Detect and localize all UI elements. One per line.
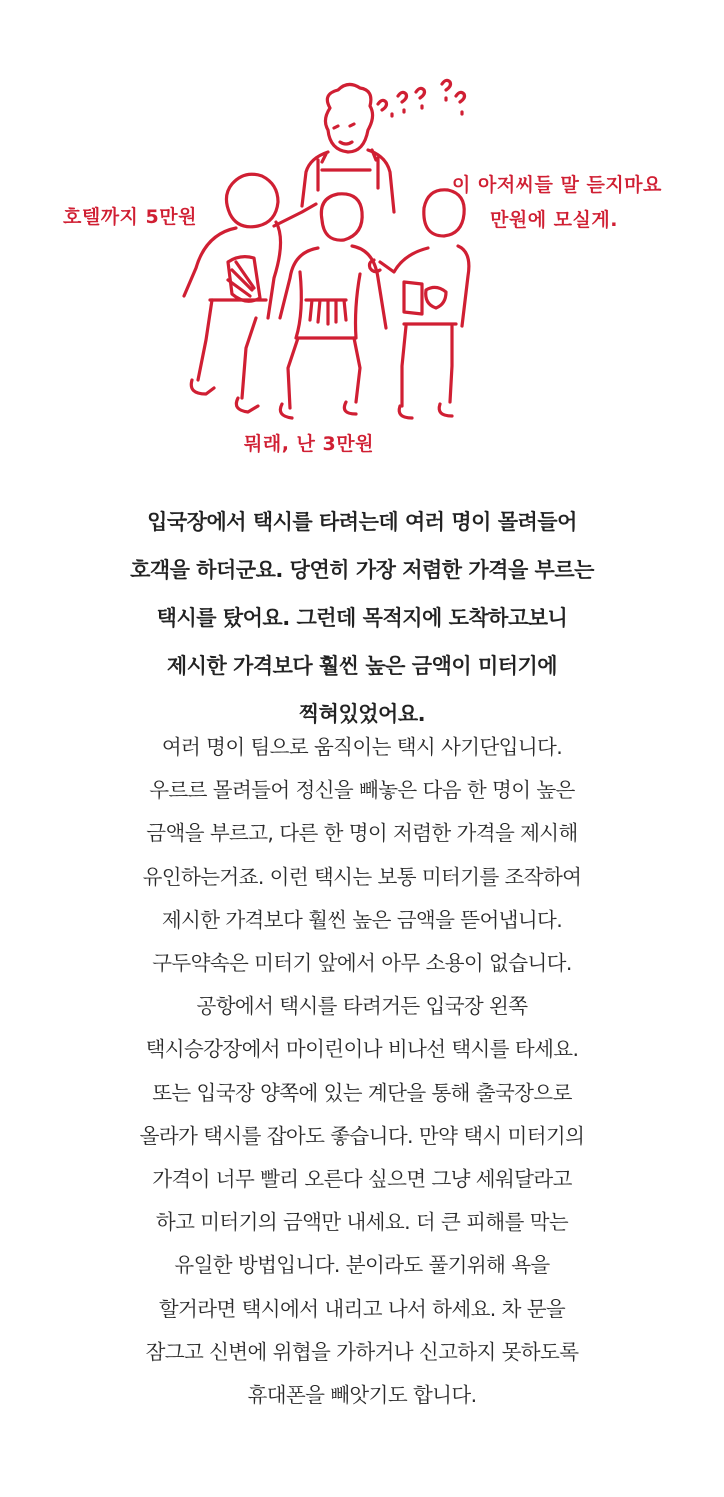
taxi-scam-illustration bbox=[0, 0, 724, 480]
confused-man-figure bbox=[302, 80, 465, 212]
body-line: 택시승강장에서 마이린이나 비나선 택시를 타세요. bbox=[145, 1037, 579, 1062]
left-driver-figure bbox=[184, 174, 316, 412]
lead-line: 택시를 탔어요. 그런데 목적지에 도착하고보니 bbox=[156, 606, 568, 630]
body-paragraph bbox=[0, 726, 724, 1417]
body-line: 휴대폰을 빼앗기도 합니다. bbox=[247, 1383, 477, 1408]
body-line: 유인하는거죠. 이런 택시는 보통 미터기를 조작하여 bbox=[142, 864, 582, 889]
right-driver-figure bbox=[370, 190, 469, 418]
lead-line: 제시한 가격보다 훨씬 높은 금액이 미터기에 bbox=[166, 654, 558, 678]
lead-line: 입국장에서 택시를 타려는데 여러 명이 몰려들어 bbox=[147, 510, 577, 534]
body-line: 구두약속은 미터기 앞에서 아무 소용이 없습니다. bbox=[152, 951, 572, 976]
illustration-label-bottom: 뭐래, 난 3만원 bbox=[244, 433, 374, 455]
body-line: 금액을 부르고, 다른 한 명이 저렴한 가격을 제시해 bbox=[146, 821, 578, 846]
body-line: 우르르 몰려들어 정신을 빼놓은 다음 한 명이 높은 bbox=[149, 778, 575, 803]
body-line: 제시한 가격보다 훨씬 높은 금액을 뜯어냅니다. bbox=[161, 907, 563, 932]
lead-line: 찍혀있었어요. bbox=[298, 702, 426, 726]
body-line: 잠그고 신변에 위협을 가하거나 신고하지 못하도록 bbox=[145, 1339, 579, 1364]
lead-line: 호객을 하더군요. 당연히 가장 저렴한 가격을 부르는 bbox=[130, 558, 594, 582]
body-line: 가격이 너무 빨리 오른다 싶으면 그냥 세워달라고 bbox=[152, 1167, 572, 1192]
body-line: 여러 명이 팀으로 움직이는 택시 사기단입니다. bbox=[161, 735, 563, 759]
body-line: 유일한 방법입니다. 분이라도 풀기위해 욕을 bbox=[174, 1253, 550, 1278]
body-line: 하고 미터기의 금액만 내세요. 더 큰 피해를 막는 bbox=[155, 1210, 569, 1235]
illustration-label-left: 호텔까지 5만원 bbox=[63, 206, 197, 228]
people-drawing bbox=[0, 0, 724, 480]
body-line: 또는 입국장 양쪽에 있는 계단을 통해 출국장으로 bbox=[152, 1080, 572, 1105]
middle-driver-figure bbox=[280, 194, 386, 418]
body-line: 공항에서 택시를 타려거든 입국장 왼쪽 bbox=[196, 994, 528, 1019]
illustration-label-right-line2: 만원에 모실게. bbox=[490, 209, 618, 231]
illustration-label-right-line1: 이 아저씨들 말 듣지마요 bbox=[452, 174, 662, 196]
body-line: 올라가 택시를 잡아도 좋습니다. 만약 택시 미터기의 bbox=[139, 1123, 585, 1148]
lead-paragraph bbox=[0, 498, 724, 738]
body-line: 할거라면 택시에서 내리고 나서 하세요. 차 문을 bbox=[158, 1296, 566, 1321]
